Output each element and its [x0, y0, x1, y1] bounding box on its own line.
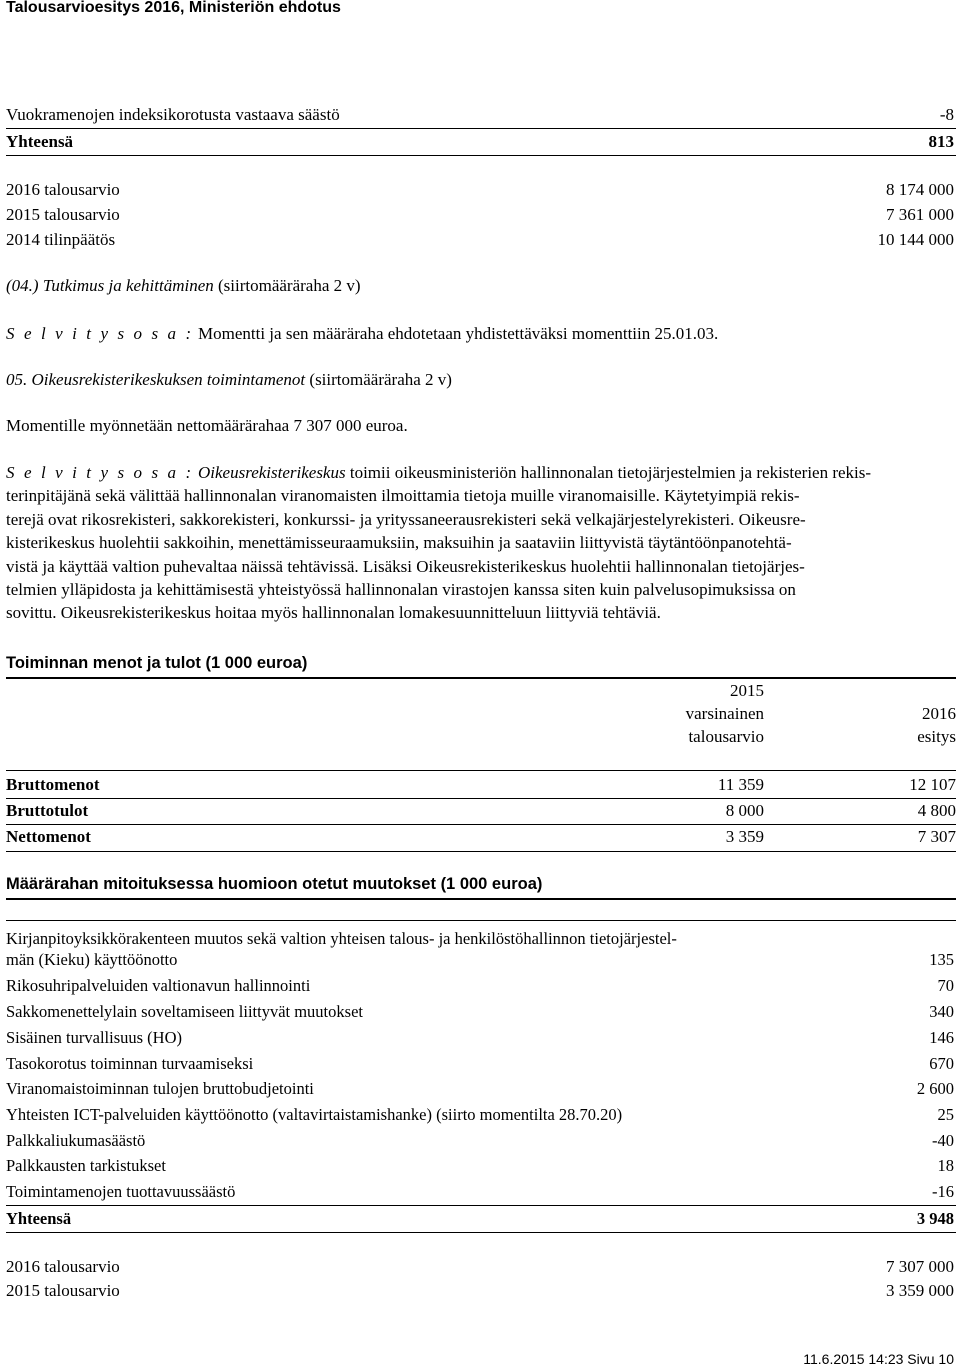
row-value: 7 307 000	[886, 1257, 954, 1276]
row-label: Yhteisten ICT-palveluiden käyttöönotto (valtavirtaistamishanke) (siirto momentilta 28.70.20)	[6, 1105, 623, 1124]
row-label: 2014 tilinpäätös	[6, 230, 116, 249]
budget-row	[6, 179, 954, 201]
explanation-line: sovittu. Oikeusrekisterikeskus hoitaa myös hallinnonalan lomakesuunnitteluun liittyviä tehtäviä.	[6, 603, 661, 623]
row-value: 18	[937, 1156, 954, 1175]
explanation-line: toimii oikeusministeriön hallinnonalan tietojärjestelmien ja rekisterien rekis-	[349, 463, 872, 482]
row-label: Sakkomenettelylain soveltamiseen liittyvät muutokset	[6, 1002, 363, 1021]
col2-header-line: esitys	[917, 727, 956, 746]
budget-row	[6, 229, 954, 251]
row-value: 10 144 000	[877, 230, 954, 249]
section-04-explanation	[6, 324, 718, 344]
row-value: 25	[937, 1105, 954, 1124]
row-value: -8	[939, 105, 954, 124]
row-label: Rikosuhripalveluiden valtionavun hallinnointi	[6, 976, 311, 995]
section-05-heading	[6, 370, 452, 390]
row-value: -16	[932, 1182, 954, 1201]
row-value: 813	[928, 132, 954, 151]
change-row	[6, 1078, 954, 1100]
row-label: män (Kieku) käyttöönotto	[6, 950, 178, 969]
row-label: Palkkausten tarkistukset	[6, 1156, 166, 1175]
row-label: Tasokorotus toiminnan turvaamiseksi	[6, 1054, 254, 1073]
col2-header-line: 2016	[922, 704, 956, 723]
divider	[6, 1232, 956, 1233]
explanation-line: kisterikeskus huolehtii sakkoihin, menettämisseuraamuksiin, maksuihin ja saataviin liittyvistä täytäntöönpanotehtä-	[6, 533, 792, 553]
change-row-line1: Kirjanpitoyksikkörakenteen muutos sekä valtion yhteisen talous- ja henkilöstöhallinnon tietojärjestel-	[6, 929, 677, 948]
ops-row-col1: 8 000	[725, 801, 764, 820]
divider	[6, 1205, 956, 1206]
row-label: Vuokramenojen indeksikorotusta vastaava säästö	[6, 105, 340, 124]
change-row	[6, 1130, 954, 1152]
row-label: Toimintamenojen tuottavuussäästö	[6, 1182, 236, 1201]
ops-row-col1: 11 359	[717, 775, 764, 794]
budget-row	[6, 1256, 954, 1278]
section-suffix: (siirtomääräraha 2 v)	[218, 276, 361, 295]
col1-header-line: varsinainen	[685, 704, 764, 723]
footer-stamp: 11.6.2015 14:23 Sivu 10	[803, 1351, 954, 1367]
row-label: 2015 talousarvio	[6, 1281, 120, 1300]
row-label: Yhteensä	[6, 1209, 72, 1228]
row-label: Palkkaliukumasäästö	[6, 1131, 146, 1150]
row-value: 670	[929, 1054, 954, 1073]
change-row	[6, 949, 954, 971]
ops-row-col2: 12 107	[909, 775, 956, 794]
change-row	[6, 1155, 954, 1177]
appropriation-text: Momentille myönnetään nettomäärärahaa 7 307 000 euroa.	[6, 416, 408, 435]
row-value: -40	[932, 1131, 954, 1150]
row-value: 340	[929, 1002, 954, 1021]
changes-table-title: Määrärahan mitoituksessa huomioon otetut muutokset (1 000 euroa)	[6, 875, 543, 893]
ops-row-col2: 4 800	[917, 801, 956, 820]
change-row	[6, 1104, 954, 1126]
row-value: 135	[929, 950, 954, 969]
budget-row	[6, 1280, 954, 1302]
row-value: 3 948	[916, 1209, 954, 1228]
change-row	[6, 1053, 954, 1075]
row-label: 2016 talousarvio	[6, 1257, 120, 1276]
col2-header	[917, 702, 956, 748]
divider	[6, 920, 956, 921]
col1-header-line: 2015	[730, 681, 764, 700]
section-number: (04.)	[6, 276, 39, 295]
row-label: Yhteensä	[6, 132, 74, 151]
section-05-explanation	[6, 461, 956, 625]
change-row	[6, 975, 954, 997]
change-row	[6, 1001, 954, 1023]
section-title: Oikeusrekisterikeskuksen toimintamenot	[31, 370, 306, 389]
divider	[6, 155, 956, 156]
row-value: 3 359 000	[886, 1281, 954, 1300]
divider	[6, 770, 956, 771]
document-title: Talousarvioesitys 2016, Ministeriön ehdotus	[6, 0, 341, 16]
col1-header-line: talousarvio	[688, 727, 764, 746]
ops-row-col1: 3 359	[725, 827, 764, 846]
section-title: Tutkimus ja kehittäminen	[42, 276, 214, 295]
divider	[6, 798, 956, 799]
budget-row	[6, 204, 954, 226]
col1-header	[686, 679, 764, 748]
row-value: 70	[937, 976, 954, 995]
row-value: 8 174 000	[886, 180, 954, 199]
explanation-agency: Oikeusrekisterikeskus	[198, 463, 346, 482]
row-value: 2 600	[916, 1079, 954, 1098]
row-label: Viranomaistoiminnan tulojen bruttobudjetointi	[6, 1079, 314, 1098]
row-label: Sisäinen turvallisuus (HO)	[6, 1028, 182, 1047]
explanation-line: terejä ovat rikosrekisteri, sakkorekisteri, konkurssi- ja yrityssaneerausrekisteri sekä velkajärjestelyrekisteri. Oikeusre-	[6, 509, 806, 529]
table-row	[6, 104, 954, 126]
change-row	[6, 1027, 954, 1049]
explanation-line: vistä ja käyttää valtion puhevaltaa näissä tehtävissä. Lisäksi Oikeusrekisterikeskus huolehtii hallinnonalan tietojärjes-	[6, 556, 805, 576]
divider	[6, 677, 956, 679]
section-number: 05.	[6, 370, 28, 389]
ops-row-label: Bruttotulot	[6, 801, 89, 820]
ops-row-label: Bruttomenot	[6, 775, 100, 794]
section-suffix: (siirtomääräraha 2 v)	[309, 370, 452, 389]
operations-table-title: Toiminnan menot ja tulot (1 000 euroa)	[6, 654, 308, 672]
divider	[6, 128, 956, 129]
divider	[6, 898, 956, 900]
change-row	[6, 1181, 954, 1203]
row-label: 2015 talousarvio	[6, 205, 120, 224]
change-row-total	[6, 1208, 954, 1230]
ops-row-label: Nettomenot	[6, 827, 91, 846]
explanation-line: telmien ylläpidosta ja kehittämisestä yhteistyössä hallinnonalan virastojen kanssa siten kuin palvelusopimuksissa on	[6, 580, 796, 600]
row-value: 7 361 000	[886, 205, 954, 224]
explanation-label: S e l v i t y s o s a :	[6, 324, 194, 343]
table-row-total	[6, 131, 954, 153]
explanation-label: S e l v i t y s o s a :	[6, 463, 194, 482]
section-04-heading	[6, 276, 361, 296]
ops-row-col2: 7 307	[917, 827, 956, 846]
divider	[6, 851, 956, 852]
row-label: 2016 talousarvio	[6, 180, 120, 199]
divider	[6, 824, 956, 825]
explanation-line: terinpitäjänä sekä välittää hallinnonalan viranomaisten ilmoittamia tietoja muille viranomaisille. Käytetyimpiä rekis-	[6, 486, 800, 506]
row-value: 146	[929, 1028, 954, 1047]
explanation-text: Momentti ja sen määräraha ehdotetaan yhdistettäväksi momenttiin 25.01.03.	[198, 324, 719, 343]
